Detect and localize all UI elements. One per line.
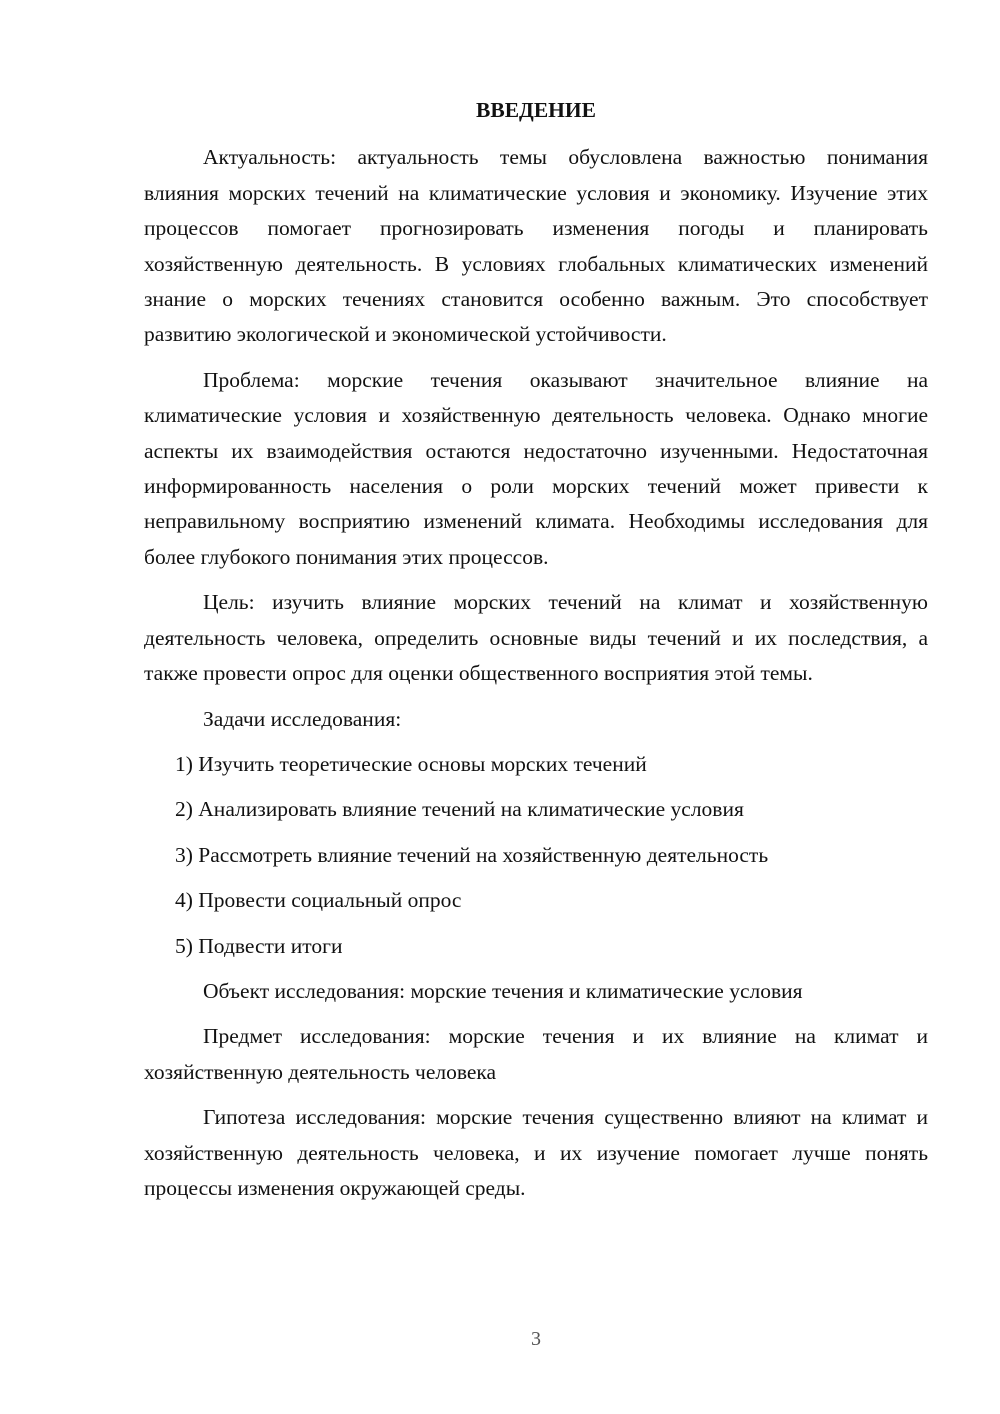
relevance-paragraph: Актуальность: актуальность темы обусловлена важностью понимания влияния морских течений на климатические условия и экономику. Изучение этих процессов помогает прогнозировать изменения погоды и планировать хозяйственную деятельность. В условиях глобальных климатических изменений знание о морских течениях становится особенно важным. Это способствует развитию экологической и экономической устойчивости.: [144, 145, 928, 347]
tasks-list: [144, 747, 928, 964]
list-item: 2) Анализировать влияние течений на климатические условия: [175, 797, 744, 822]
list-item: 4) Провести социальный опрос: [175, 888, 462, 913]
page-title: ВВЕДЕНИЕ: [476, 98, 596, 122]
goal-paragraph: Цель: изучить влияние морских течений на климат и хозяйственную деятельность человека, определить основные виды течений и их последствия, а также провести опрос для оценки общественного восприятия этой темы.: [144, 590, 928, 686]
subject-paragraph: Предмет исследования: морские течения и их влияние на климат и хозяйственную деятельность человека: [144, 1024, 928, 1084]
tasks-heading: Задачи исследования:: [203, 706, 402, 731]
page-content: [144, 93, 928, 1216]
hypothesis-paragraph: Гипотеза исследования: морские течения существенно влияют на климат и хозяйственную деятельность человека, и их изучение помогает лучше понять процессы изменения окружающей среды.: [144, 1105, 928, 1200]
page-number: 3: [531, 1328, 541, 1350]
object-paragraph: Объект исследования: морские течения и климатические условия: [203, 978, 803, 1003]
list-item: 5) Подвести итоги: [175, 933, 343, 958]
list-item: 3) Рассмотреть влияние течений на хозяйственную деятельность: [175, 842, 769, 867]
list-item: 1) Изучить теоретические основы морских течений: [175, 751, 647, 776]
problem-paragraph: Проблема: морские течения оказывают значительное влияние на климатические условия и хозяйственную деятельность человека. Однако многие аспекты их взаимодействия остаются недостаточно изученными. Недостаточная информированность населения о роли морских течений может привести к неправильному восприятию изменений климата. Необходимы исследования для более глубокого понимания этих процессов.: [144, 367, 928, 569]
